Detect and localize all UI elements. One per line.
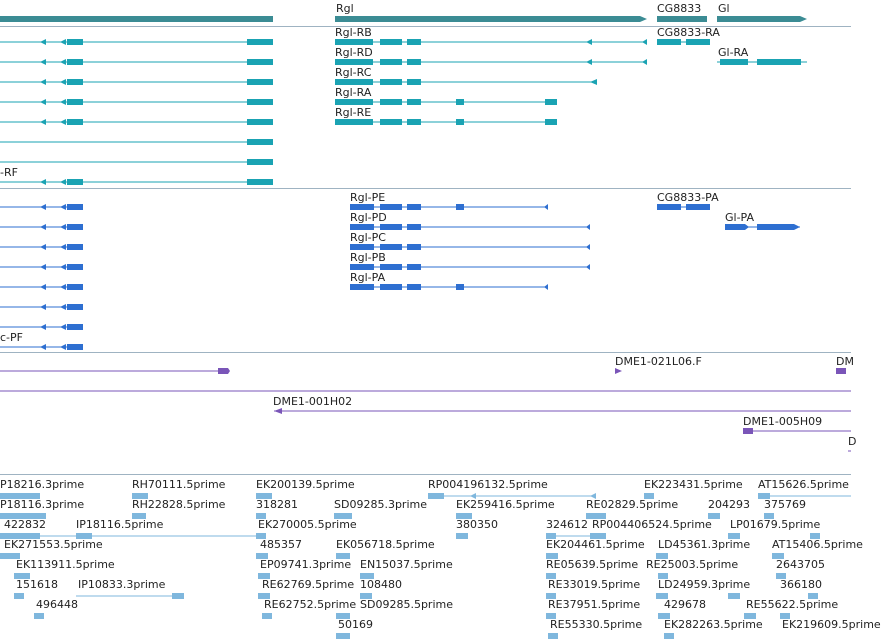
track-separator-3 xyxy=(0,474,851,475)
track-separator-2 xyxy=(0,352,851,353)
protein-label[interactable]: Rgl-PC xyxy=(350,231,386,244)
est-label[interactable]: RE55330.5prime xyxy=(550,618,643,631)
est-label[interactable]: 204293 xyxy=(708,498,750,511)
est-label[interactable]: RH70111.5prime xyxy=(132,478,226,491)
gene-row[interactable] xyxy=(0,16,807,22)
est-label[interactable]: EK204461.5prime xyxy=(546,538,645,551)
est-label[interactable]: RE33019.5prime xyxy=(548,578,641,591)
protein-label[interactable]: CG8833-PA xyxy=(657,191,719,204)
est-label[interactable]: P18216.3prime xyxy=(0,478,85,491)
transcript-label[interactable]: Rgl-RE xyxy=(335,106,372,119)
est-label[interactable]: RP004196132.5prime xyxy=(428,478,548,491)
est-label[interactable]: 422832 xyxy=(4,518,46,531)
protein-label[interactable]: Rgl-PE xyxy=(350,191,386,204)
est-label[interactable]: RH22828.5prime xyxy=(132,498,226,511)
est-label[interactable]: EK282263.5prime xyxy=(664,618,763,631)
transcript-label[interactable]: CG8833-RA xyxy=(657,26,720,39)
est-label[interactable]: EN15037.5prime xyxy=(360,558,453,571)
gene-label-rgl[interactable]: Rgl xyxy=(336,2,354,15)
est-label[interactable]: LP01679.5prime xyxy=(730,518,821,531)
clone-label[interactable]: DME1-021L06.F xyxy=(615,355,702,368)
est-label[interactable]: P18116.3prime xyxy=(0,498,85,511)
est-label[interactable]: RE62769.5prime xyxy=(262,578,355,591)
est-label[interactable]: EP09741.3prime xyxy=(260,558,352,571)
est-label[interactable]: 375769 xyxy=(764,498,806,511)
clone-label[interactable]: DME1-001H02 xyxy=(273,395,353,408)
est-label[interactable]: 151618 xyxy=(16,578,58,591)
protein-label[interactable]: Rgl-PA xyxy=(350,271,386,284)
est-label[interactable]: 429678 xyxy=(664,598,706,611)
est-label[interactable]: EK219609.5prime xyxy=(782,618,881,631)
protein-label[interactable]: Rgl-PD xyxy=(350,211,387,224)
protein-label[interactable]: Rgl-PB xyxy=(350,251,386,264)
protein-label[interactable]: Gl-PA xyxy=(725,211,755,224)
transcript-label[interactable]: Rgl-RC xyxy=(335,66,372,79)
est-label[interactable]: LD45361.3prime xyxy=(658,538,751,551)
est-label[interactable]: RE62752.5prime xyxy=(264,598,357,611)
transcript-track[interactable] xyxy=(0,39,807,185)
est-label[interactable]: EK056718.5prime xyxy=(336,538,435,551)
est-label[interactable]: 318281 xyxy=(256,498,298,511)
est-label[interactable]: EK223431.5prime xyxy=(644,478,743,491)
clone-label[interactable]: D xyxy=(848,435,857,448)
est-label[interactable]: EK200139.5prime xyxy=(256,478,355,491)
clone-track[interactable] xyxy=(0,368,851,451)
est-label[interactable]: RE37951.5prime xyxy=(548,598,641,611)
est-label[interactable]: 496448 xyxy=(36,598,78,611)
est-label[interactable]: 50169 xyxy=(338,618,373,631)
est-label[interactable]: AT15406.5prime xyxy=(772,538,863,551)
est-label[interactable]: SD09285.3prime xyxy=(334,498,427,511)
transcript-label[interactable]: Gl-RA xyxy=(718,46,749,59)
est-label[interactable]: IP10833.3prime xyxy=(78,578,166,591)
transcript-label[interactable]: -RF xyxy=(0,166,18,179)
est-label[interactable]: RP004406524.5prime xyxy=(592,518,712,531)
clone-label[interactable]: DM xyxy=(836,355,854,368)
est-label[interactable]: 485357 xyxy=(260,538,302,551)
track-separator-1 xyxy=(0,188,851,189)
est-label[interactable]: RE55622.5prime xyxy=(746,598,839,611)
est-label[interactable]: SD09285.5prime xyxy=(360,598,453,611)
est-label[interactable]: 324612 xyxy=(546,518,588,531)
gene-label-cg8833[interactable]: CG8833 xyxy=(657,2,702,15)
gene-label-gl[interactable]: Gl xyxy=(718,2,730,15)
protein-label[interactable]: c-PF xyxy=(0,331,23,344)
est-label[interactable]: EK113911.5prime xyxy=(16,558,115,571)
est-label[interactable]: LD24959.3prime xyxy=(658,578,751,591)
est-label[interactable]: 2643705 xyxy=(776,558,825,571)
est-label[interactable]: 366180 xyxy=(780,578,822,591)
est-label[interactable]: IP18116.5prime xyxy=(76,518,164,531)
est-label[interactable]: RE02829.5prime xyxy=(586,498,679,511)
est-label[interactable]: EK271553.5prime xyxy=(4,538,103,551)
est-label[interactable]: EK259416.5prime xyxy=(456,498,555,511)
clone-label[interactable]: DME1-005H09 xyxy=(743,415,823,428)
transcript-label[interactable]: Rgl-RA xyxy=(335,86,372,99)
transcript-label[interactable]: Rgl-RD xyxy=(335,46,373,59)
est-label[interactable]: RE05639.5prime xyxy=(546,558,639,571)
est-label[interactable]: RE25003.5prime xyxy=(646,558,739,571)
est-label[interactable]: 380350 xyxy=(456,518,498,531)
est-label[interactable]: EK270005.5prime xyxy=(258,518,357,531)
top-separator xyxy=(0,26,851,27)
est-label[interactable]: 108480 xyxy=(360,578,402,591)
est-label[interactable]: AT15626.5prime xyxy=(758,478,849,491)
protein-track[interactable] xyxy=(0,204,800,350)
transcript-label[interactable]: Rgl-RB xyxy=(335,26,372,39)
